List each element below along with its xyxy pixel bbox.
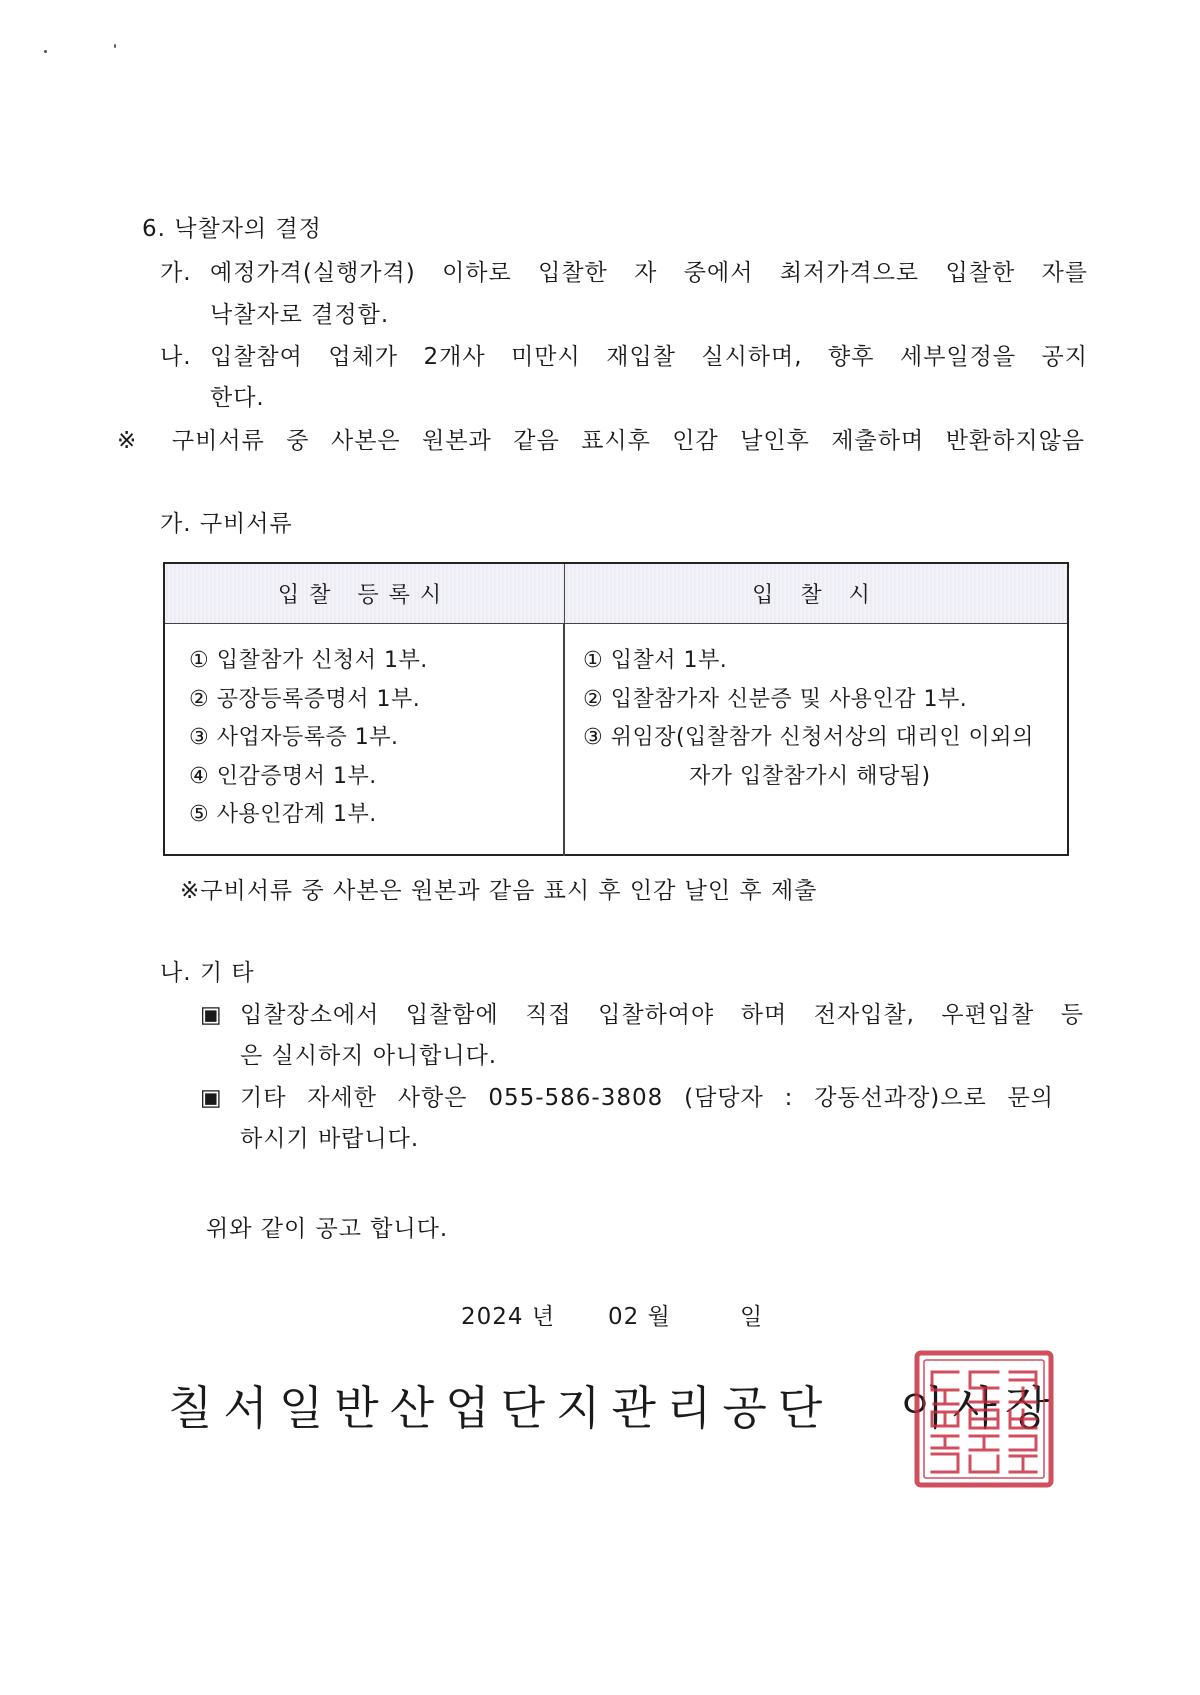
date-month: 02 월	[608, 1304, 671, 1330]
square-bullet-icon: ▣	[200, 1085, 223, 1111]
list-item: ① 입찰참가 신청서 1부.	[189, 648, 428, 673]
table-note: ※구비서류 중 사본은 원본과 같음 표시 후 인감 날인 후 제출	[180, 878, 818, 904]
bullet-continuation: 하시기 바랍니다.	[240, 1126, 420, 1152]
list-item: ③ 사업자등록증 1부.	[189, 725, 399, 750]
item-na-text: 입찰참여 업체가 2개사 미만시 재입찰 실시하며, 향후 세부일정을 공지	[210, 344, 1088, 370]
other-heading: 나. 기 타	[160, 960, 255, 986]
signatory-title: 이사장	[900, 1381, 1058, 1435]
scan-speck	[44, 50, 47, 53]
closing-statement: 위와 같이 공고 합니다.	[206, 1216, 449, 1242]
table-column-divider	[563, 624, 565, 856]
required-documents-table	[163, 562, 1069, 856]
registration-documents-list	[189, 650, 428, 843]
table-header-bidding: 입 찰 시	[565, 564, 1067, 624]
list-item-continuation: 자가 입찰참가시 해당됨)	[689, 763, 931, 789]
document-note: ※ 구비서류 중 사본은 원본과 같음 표시후 인감 날인후 제출하며 반환하지않음	[117, 428, 1085, 454]
bidding-documents-list	[583, 650, 1034, 804]
list-item: ⑤ 사용인감계 1부.	[189, 802, 377, 827]
item-ga-text: 예정가격(실행가격) 이하로 입찰한 자 중에서 최저가격으로 입찰한 자를	[210, 260, 1088, 286]
date-day: 일	[740, 1304, 764, 1330]
item-ga-continuation: 낙찰자로 결정함.	[210, 302, 390, 328]
organization-name: 칠서일반산업단지관리공단	[168, 1381, 834, 1435]
bullet-text: 기타 자세한 사항은 055-586-3808 (담당자 : 강동선과장)으로 문의	[240, 1085, 1054, 1111]
item-prefix-na: 나.	[160, 344, 192, 370]
list-item: ① 입찰서 1부.	[583, 648, 728, 673]
item-na-continuation: 한다.	[210, 385, 265, 411]
list-item: ② 공장등록증명서 1부.	[189, 686, 421, 712]
list-item: ② 입찰참가자 신분증 및 사용인감 1부.	[583, 686, 968, 712]
date-year: 2024 년	[461, 1304, 556, 1330]
list-item: ③ 위임장(입찰참가 신청서상의 대리인 이외의	[583, 725, 1034, 750]
scan-speck	[114, 44, 116, 48]
item-prefix-ga: 가.	[160, 260, 192, 286]
bullet-text: 입찰장소에서 입찰함에 직접 입찰하여야 하며 전자입찰, 우편입찰 등	[240, 1002, 1084, 1028]
bullet-continuation: 은 실시하지 아니합니다.	[240, 1043, 498, 1069]
official-seal-icon	[914, 1350, 1054, 1488]
list-item: ④ 인감증명서 1부.	[189, 763, 377, 789]
section-heading-awardee: 6. 낙찰자의 결정	[142, 216, 322, 242]
required-documents-heading: 가. 구비서류	[160, 511, 293, 537]
table-header-registration: 입찰 등록시	[165, 564, 565, 624]
square-bullet-icon: ▣	[200, 1002, 223, 1028]
